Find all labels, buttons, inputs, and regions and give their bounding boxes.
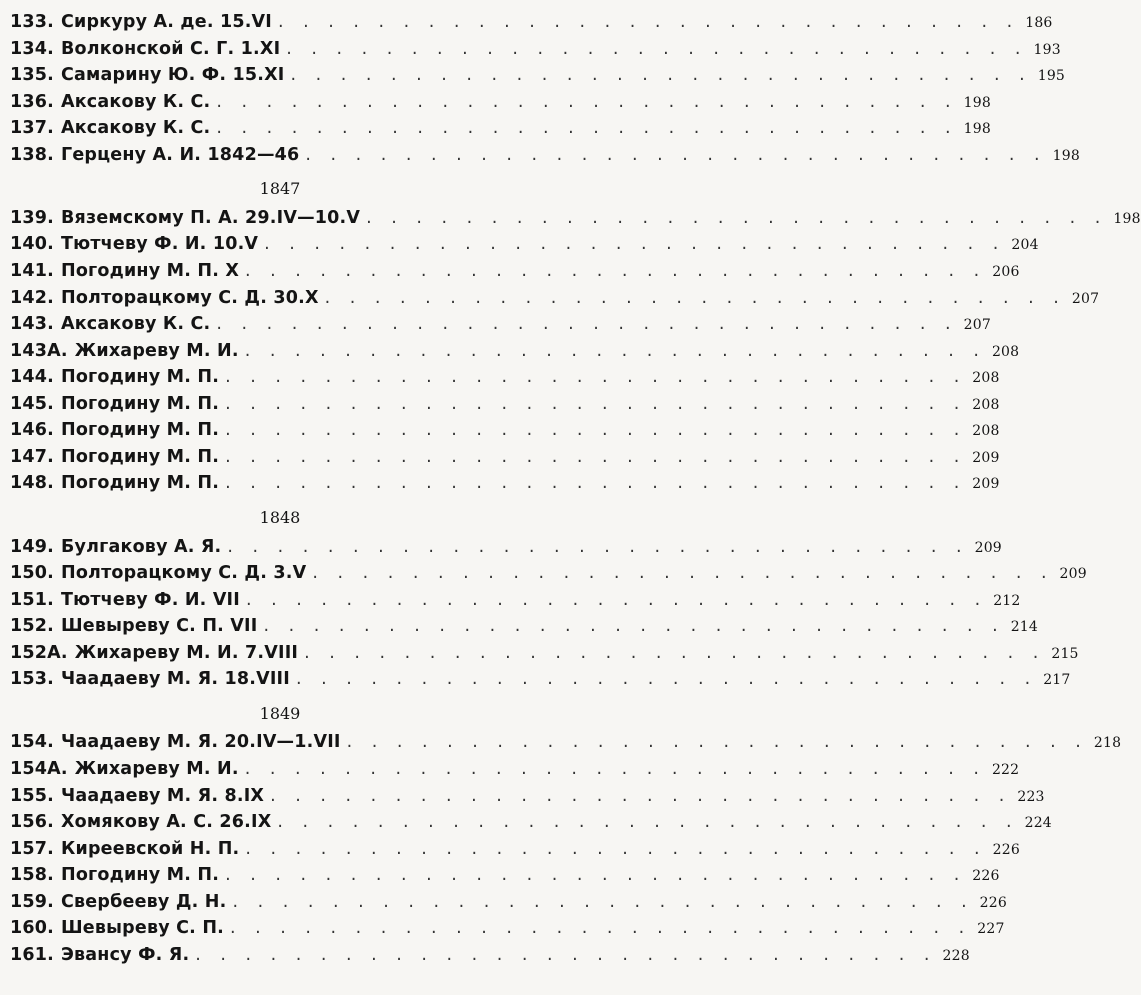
page-number: 224 — [1024, 815, 1052, 832]
dot-leader: . . . . . . . . . . . . . . . . . . . . . . . . . . . . . . — [278, 12, 1020, 32]
year-heading: 1847 — [259, 179, 301, 199]
page-number: 195 — [1037, 68, 1066, 85]
toc-entry — [10, 234, 1039, 260]
toc-entry — [10, 367, 1000, 393]
dot-leader: . . . . . . . . . . . . . . . . . . . . . . . . . . . . . . — [225, 393, 967, 414]
toc-entry — [10, 91, 991, 118]
toc-entry — [10, 838, 1020, 865]
page-number: 227 — [977, 921, 1005, 938]
entry-number: 137. — [10, 118, 54, 139]
page-number: 223 — [1017, 788, 1045, 805]
page-number: 204 — [1011, 237, 1039, 254]
entry-title: Жихареву М. И. 7.VIII — [74, 642, 299, 663]
toc-entry — [10, 536, 1002, 563]
entry-title: Чаадаеву М. Я. 20.IV—1.VII — [60, 732, 341, 753]
toc-entry — [10, 287, 1100, 314]
toc-entry — [10, 118, 991, 144]
entry-number: 157. — [10, 838, 54, 859]
page-number: 207 — [963, 317, 991, 334]
toc-entry — [10, 944, 970, 971]
toc-entry — [10, 420, 1000, 446]
entry-title: Тютчеву Ф. И. VII — [60, 589, 240, 610]
dot-leader: . . . . . . . . . . . . . . . . . . . . . . . . . . . . . . — [227, 536, 969, 557]
year-heading: 1848 — [259, 507, 301, 527]
dot-leader: . . . . . . . . . . . . . . . . . . . . . . . . . . . . . . — [286, 38, 1028, 59]
entry-number: 144. — [10, 367, 54, 388]
entry-number: 151. — [10, 589, 54, 610]
toc-entry — [10, 616, 1039, 642]
entry-number: 152. — [10, 616, 54, 637]
page-number: 217 — [1043, 672, 1071, 689]
dot-leader: . . . . . . . . . . . . . . . . . . . . . . . . . . . . . . — [270, 785, 1012, 806]
page-number: 208 — [972, 423, 1000, 440]
dot-leader: . . . . . . . . . . . . . . . . . . . . . . . . . . . . . . — [305, 144, 1047, 165]
entry-number: 142. — [10, 287, 54, 308]
toc-entry — [10, 812, 1052, 838]
toc-entry — [10, 65, 1066, 91]
entry-title: Погодину М. П. — [60, 446, 220, 467]
toc-entry — [10, 261, 1020, 287]
entry-number: 160. — [10, 918, 54, 939]
entry-title: Герцену А. И. 1842—46 — [60, 144, 300, 165]
dot-leader: . . . . . . . . . . . . . . . . . . . . . . . . . . . . . . — [245, 589, 988, 610]
dot-leader: . . . . . . . . . . . . . . . . . . . . . . . . . . . . . . — [324, 287, 1066, 308]
entry-number: 133. — [10, 12, 54, 32]
page-number: 214 — [1010, 619, 1039, 636]
entry-title: Чаадаеву М. Я. 8.IX — [60, 785, 265, 806]
entry-number: 150. — [10, 563, 54, 584]
entry-number: 143. — [10, 314, 54, 335]
entry-number: 146. — [10, 420, 54, 441]
dot-leader: . . . . . . . . . . . . . . . . . . . . . . . . . . . . . . — [225, 367, 967, 388]
page-number: 228 — [942, 947, 970, 964]
entry-number: 145. — [10, 393, 54, 414]
toc-entry — [10, 642, 1079, 669]
toc-entry — [10, 207, 1141, 234]
dot-leader: . . . . . . . . . . . . . . . . . . . . . . . . . . . . . . — [244, 340, 986, 361]
entry-title: Погодину М. П. X — [60, 261, 240, 281]
year-heading: 1849 — [259, 703, 301, 723]
entry-number: 149. — [10, 536, 54, 557]
dot-leader: . . . . . . . . . . . . . . . . . . . . . . . . . . . . . . — [264, 234, 1006, 255]
entry-number: 143А. — [10, 340, 68, 361]
entry-title: Полторацкому С. Д. 3.V — [60, 563, 307, 584]
entry-title: Шевыреву С. П. VII — [60, 616, 258, 637]
entry-number: 138. — [10, 144, 54, 165]
toc-entry — [10, 144, 1080, 171]
dot-leader: . . . . . . . . . . . . . . . . . . . . . . . . . . . . . . — [230, 918, 972, 939]
dot-leader: . . . . . . . . . . . . . . . . . . . . . . . . . . . . . . — [290, 65, 1032, 86]
dot-leader: . . . . . . . . . . . . . . . . . . . . . . . . . . . . . . — [366, 207, 1108, 228]
toc-entry — [10, 38, 1061, 65]
toc-entry — [10, 393, 1000, 420]
toc-entry — [10, 12, 1053, 38]
page-number: 215 — [1051, 645, 1079, 662]
page-number: 198 — [1113, 210, 1141, 227]
page-number: 209 — [972, 476, 1000, 493]
entry-title: Полторацкому С. Д. 30.X — [60, 287, 319, 308]
toc-entry — [10, 918, 1005, 944]
entry-title: Погодину М. П. — [60, 865, 220, 886]
toc-entry — [10, 785, 1045, 812]
toc-entry — [10, 563, 1087, 589]
dot-leader: . . . . . . . . . . . . . . . . . . . . . . . . . . . . . . — [312, 563, 1054, 584]
page-number: 207 — [1071, 290, 1100, 307]
dot-leader: . . . . . . . . . . . . . . . . . . . . . . . . . . . . . . — [216, 118, 958, 139]
entry-number: 141. — [10, 261, 54, 281]
dot-leader: . . . . . . . . . . . . . . . . . . . . . . . . . . . . . . — [216, 314, 958, 335]
entry-title: Аксакову К. С. — [60, 91, 211, 112]
entry-number: 154А. — [10, 759, 68, 779]
entry-title: Вяземскому П. А. 29.IV—10.V — [60, 207, 361, 228]
page-number: 226 — [979, 894, 1007, 911]
page-number: 208 — [972, 370, 1000, 387]
dot-leader: . . . . . . . . . . . . . . . . . . . . . . . . . . . . . . — [232, 891, 974, 912]
entry-number: 139. — [10, 207, 54, 228]
dot-leader: . . . . . . . . . . . . . . . . . . . . . . . . . . . . . . — [216, 91, 958, 112]
entry-number: 159. — [10, 891, 54, 912]
page-number: 198 — [1052, 147, 1080, 164]
toc-entry — [10, 891, 1007, 918]
entry-title: Погодину М. П. — [60, 420, 220, 441]
toc-entry — [10, 314, 991, 340]
entry-title: Эвансу Ф. Я. — [60, 944, 190, 965]
entry-title: Погодину М. П. — [60, 367, 220, 388]
entry-title: Волконской С. Г. 1.XI — [60, 38, 281, 59]
dot-leader: . . . . . . . . . . . . . . . . . . . . . . . . . . . . . . — [225, 473, 967, 494]
page-number: 208 — [991, 343, 1020, 360]
toc-entry — [10, 865, 1000, 891]
entry-number: 135. — [10, 65, 54, 86]
toc-entry — [10, 340, 1020, 367]
entry-number: 140. — [10, 234, 54, 255]
entry-title: Самарину Ю. Ф. 15.XI — [60, 65, 285, 86]
entry-title: Погодину М. П. — [60, 393, 220, 414]
toc-entry — [10, 473, 1000, 499]
page-number: 208 — [972, 396, 1000, 413]
entry-number: 134. — [10, 38, 54, 59]
dot-leader: . . . . . . . . . . . . . . . . . . . . . . . . . . . . . . — [225, 446, 967, 467]
entry-title: Жихареву М. И. — [74, 340, 239, 361]
dot-leader: . . . . . . . . . . . . . . . . . . . . . . . . . . . . . . — [277, 812, 1019, 833]
toc-entry — [10, 669, 1071, 695]
dot-leader: . . . . . . . . . . . . . . . . . . . . . . . . . . . . . . — [244, 759, 986, 779]
page-number: 226 — [992, 841, 1020, 858]
page-number: 226 — [972, 868, 1000, 885]
dot-leader: . . . . . . . . . . . . . . . . . . . . . . . . . . . . . . — [346, 732, 1088, 753]
page-number: 209 — [1059, 566, 1087, 583]
entry-title: Жихареву М. И. — [74, 759, 239, 779]
toc-entry — [10, 589, 1021, 616]
dot-leader: . . . . . . . . . . . . . . . . . . . . . . . . . . . . . . — [225, 420, 967, 441]
entry-number: 153. — [10, 669, 54, 690]
dot-leader: . . . . . . . . . . . . . . . . . . . . . . . . . . . . . . — [195, 944, 937, 965]
page-number: 198 — [963, 94, 991, 111]
dot-leader: . . . . . . . . . . . . . . . . . . . . . . . . . . . . . . — [225, 865, 967, 886]
entry-number: 156. — [10, 812, 54, 833]
entry-title: Погодину М. П. — [60, 473, 220, 494]
entry-number: 154. — [10, 732, 54, 753]
entry-title: Чаадаеву М. Я. 18.VIII — [60, 669, 290, 690]
page-number: 193 — [1033, 41, 1061, 58]
dot-leader: . . . . . . . . . . . . . . . . . . . . . . . . . . . . . . — [295, 669, 1038, 690]
entry-title: Шевыреву С. П. — [60, 918, 225, 939]
entry-number: 136. — [10, 91, 54, 112]
page-number: 186 — [1025, 15, 1053, 31]
dot-leader: . . . . . . . . . . . . . . . . . . . . . . . . . . . . . . — [263, 616, 1005, 637]
dot-leader: . . . . . . . . . . . . . . . . . . . . . . . . . . . . . . — [304, 642, 1046, 663]
entry-title: Булгакову А. Я. — [60, 536, 222, 557]
dot-leader: . . . . . . . . . . . . . . . . . . . . . . . . . . . . . . — [245, 261, 987, 281]
page-number: 222 — [991, 762, 1020, 778]
toc-entry — [10, 732, 1122, 758]
page-number: 212 — [993, 592, 1021, 609]
page-number: 209 — [972, 449, 1000, 466]
entry-number: 152А. — [10, 642, 68, 663]
toc-entry — [10, 446, 1000, 473]
page-number: 218 — [1093, 735, 1122, 752]
page-number: 209 — [974, 539, 1002, 556]
entry-number: 147. — [10, 446, 54, 467]
entry-title: Киреевской Н. П. — [60, 838, 240, 859]
page-number: 206 — [992, 264, 1020, 280]
entry-title: Сиркуру А. де. 15.VI — [60, 12, 273, 32]
entry-title: Тютчеву Ф. И. 10.V — [60, 234, 259, 255]
entry-title: Свербееву Д. Н. — [60, 891, 227, 912]
entry-title: Хомякову А. С. 26.IX — [60, 812, 272, 833]
entry-number: 155. — [10, 785, 54, 806]
entry-title: Аксакову К. С. — [60, 314, 211, 335]
page-number: 198 — [963, 121, 991, 138]
entry-number: 158. — [10, 865, 54, 886]
dot-leader: . . . . . . . . . . . . . . . . . . . . . . . . . . . . . . — [245, 838, 987, 859]
entry-number: 161. — [10, 944, 54, 965]
entry-title: Аксакову К. С. — [60, 118, 211, 139]
entry-number: 148. — [10, 473, 54, 494]
toc-entry — [10, 759, 1020, 785]
